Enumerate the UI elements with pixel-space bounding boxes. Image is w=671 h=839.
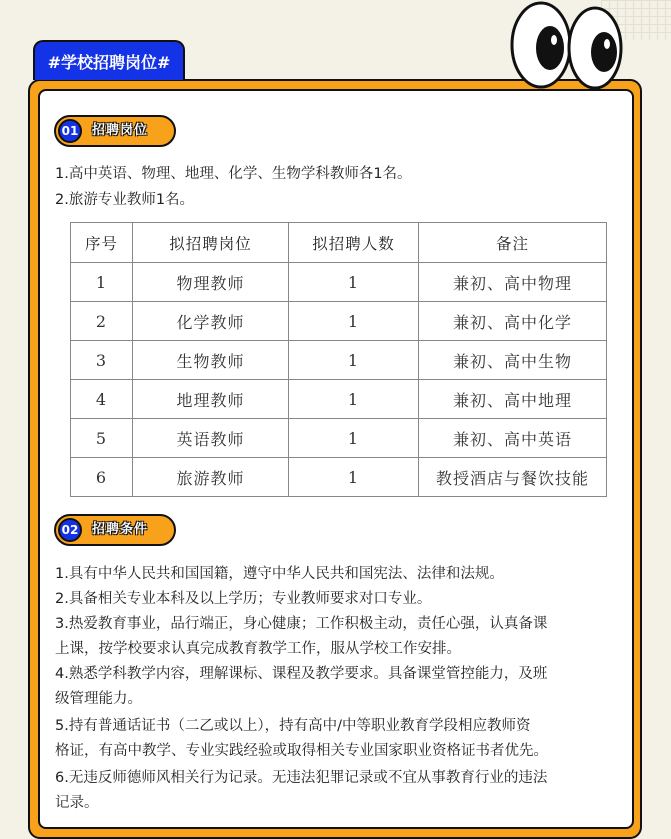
table-cell: 兼初、高中物理 bbox=[419, 263, 607, 302]
positions-line: 1.高中英语、物理、地理、化学、生物学科教师各1名。 bbox=[55, 166, 412, 182]
table-cell: 英语教师 bbox=[133, 419, 289, 458]
section-tag-positions bbox=[54, 115, 176, 147]
table-cell: 2 bbox=[71, 302, 133, 341]
table-cell: 6 bbox=[71, 458, 133, 497]
table-cell: 1 bbox=[289, 341, 419, 380]
requirement-line: 2.具备相关专业本科及以上学历；专业教师要求对口专业。 bbox=[55, 591, 432, 607]
table-cell: 兼初、高中生物 bbox=[419, 341, 607, 380]
table-cell: 1 bbox=[289, 263, 419, 302]
table-row bbox=[71, 302, 607, 341]
table-cell: 5 bbox=[71, 419, 133, 458]
requirement-line: 1.具有中华人民共和国国籍，遵守中华人民共和国宪法、法律和法规。 bbox=[55, 566, 504, 582]
table-cell: 旅游教师 bbox=[133, 458, 289, 497]
section-number: 02 bbox=[58, 518, 82, 542]
table-row bbox=[71, 263, 607, 302]
header-title: #学校招聘岗位# bbox=[47, 52, 171, 72]
requirement-line: 3.热爱教育事业，品行端正，身心健康；工作积极主动，责任心强，认真备课 bbox=[55, 616, 548, 632]
table-cell: 3 bbox=[71, 341, 133, 380]
section-number: 01 bbox=[58, 119, 82, 143]
requirement-line: 4.熟悉学科教学内容，理解课标、课程及教学要求。具备课堂管控能力，及班 bbox=[55, 666, 548, 682]
table-cell: 1 bbox=[289, 458, 419, 497]
table-row bbox=[71, 341, 607, 380]
positions-line: 2.旅游专业教师1名。 bbox=[55, 192, 195, 208]
header-tab bbox=[33, 40, 185, 80]
requirement-line: 记录。 bbox=[55, 795, 99, 811]
requirement-line: 格证，有高中教学、专业实践经验或取得相关专业国家职业资格证书者优先。 bbox=[55, 743, 548, 759]
table-cell: 生物教师 bbox=[133, 341, 289, 380]
table-cell: 1 bbox=[289, 380, 419, 419]
requirement-line: 6.无违反师德师风相关行为记录。无违法犯罪记录或不宜从事教育行业的违法 bbox=[55, 770, 548, 786]
section-title: 招聘岗位 bbox=[92, 123, 149, 138]
table-row bbox=[71, 419, 607, 458]
table-header-cell: 序号 bbox=[71, 223, 133, 263]
cartoon-eyes-icon bbox=[508, 0, 626, 98]
section-tag-requirements bbox=[54, 514, 176, 546]
table-cell: 兼初、高中英语 bbox=[419, 419, 607, 458]
table-row bbox=[71, 458, 607, 497]
table-header-cell: 备注 bbox=[419, 223, 607, 263]
table-header-cell: 拟招聘人数 bbox=[289, 223, 419, 263]
section-title: 招聘条件 bbox=[92, 522, 149, 537]
table-row bbox=[71, 380, 607, 419]
table-cell: 物理教师 bbox=[133, 263, 289, 302]
table-header-row bbox=[71, 223, 607, 263]
requirement-line: 上课，按学校要求认真完成教育教学工作，服从学校工作安排。 bbox=[55, 641, 461, 657]
table-cell: 化学教师 bbox=[133, 302, 289, 341]
table-cell: 教授酒店与餐饮技能 bbox=[419, 458, 607, 497]
table-header-cell: 拟招聘岗位 bbox=[133, 223, 289, 263]
requirement-line: 5.持有普通话证书（二乙或以上），持有高中/中等职业教育学段相应教师资 bbox=[55, 718, 531, 734]
requirement-line: 级管理能力。 bbox=[55, 691, 142, 707]
table-cell: 地理教师 bbox=[133, 380, 289, 419]
positions-table bbox=[70, 222, 607, 497]
table-cell: 1 bbox=[289, 302, 419, 341]
table-cell: 4 bbox=[71, 380, 133, 419]
table-cell: 1 bbox=[289, 419, 419, 458]
table-cell: 兼初、高中地理 bbox=[419, 380, 607, 419]
table-cell: 兼初、高中化学 bbox=[419, 302, 607, 341]
table-cell: 1 bbox=[71, 263, 133, 302]
